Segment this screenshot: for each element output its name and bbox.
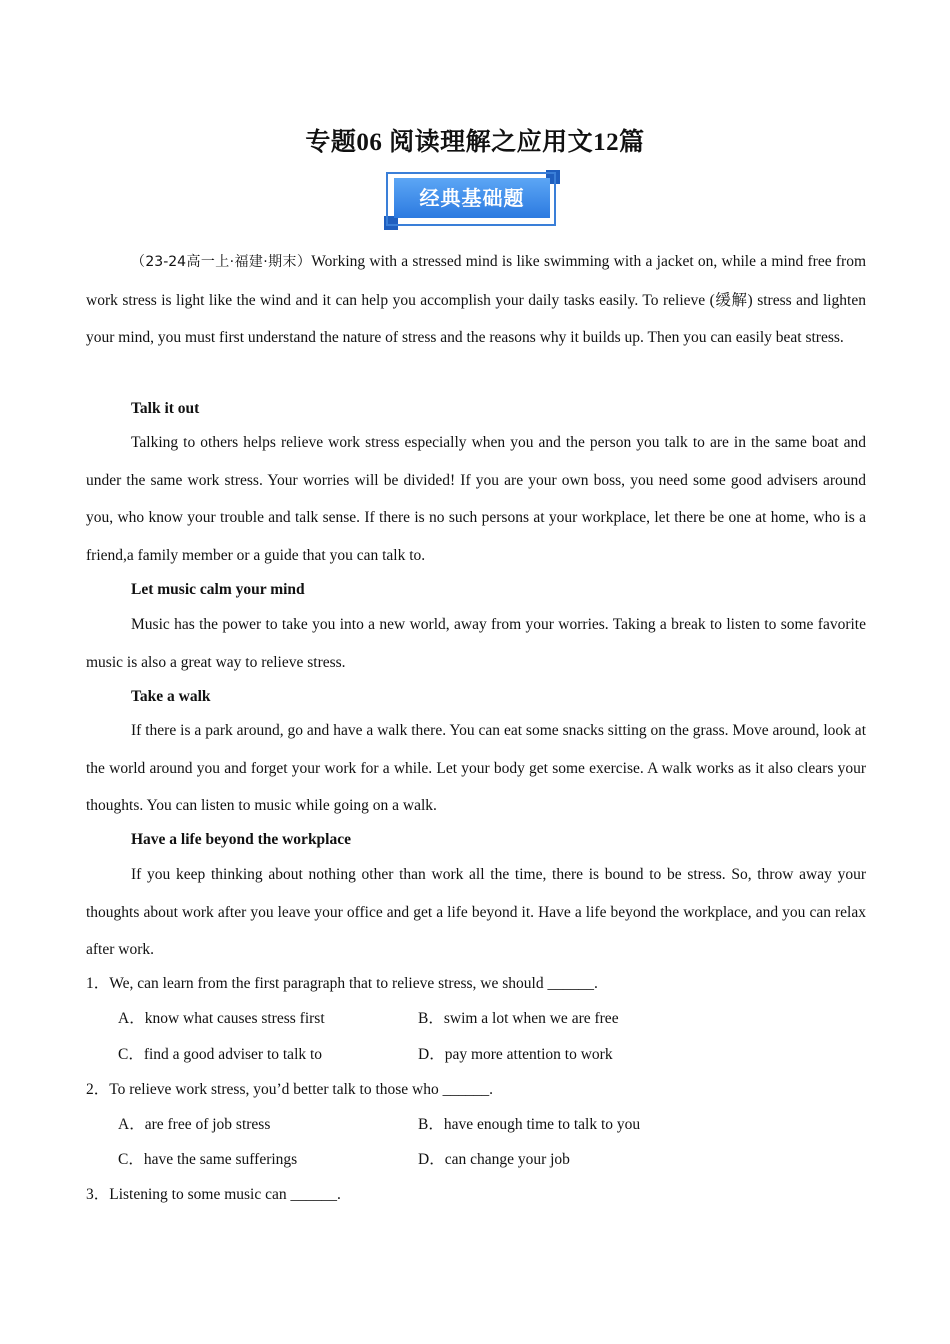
section-badge [384, 170, 560, 230]
question-source: （23-24高一上·福建·期末） [131, 254, 312, 270]
intro-paragraph [86, 243, 866, 357]
section-body: Music has the power to take you into a new world, away from your worries. Taking a break to listen to some favorite music is also a great way to relieve stress. [86, 616, 866, 671]
intro-text: Working with a stressed mind is like swimming with a jacket on, while a mind free from work stress is light like the wind and it can help you accomplish your daily tasks easily. To relieve (缓解) stress and lighten your mind, you must first understand the nature of stress and the reasons why it builds up. Then you can easily beat stress. [86, 253, 866, 346]
option-d[interactable]: D．can change your job [418, 1151, 570, 1168]
option-a[interactable]: A．are free of job stress [118, 1116, 271, 1133]
section-heading: Talk it out [131, 400, 200, 417]
section-body: Talking to others helps relieve work stress especially when you and the person you talk to are in the same boat and under the same work stress. Your worries will be divided! If you are your own boss, you need some good advisers around you, who know your trouble and talk sense. If there is no such persons at your workplace, let there be one at home, who is a friend,a family member or a guide that you can talk to. [86, 434, 866, 564]
option-d[interactable]: D．pay more attention to work [418, 1046, 613, 1063]
section-heading: Have a life beyond the workplace [131, 831, 351, 848]
question-stem: 3．Listening to some music can ______. [86, 1186, 341, 1203]
option-b[interactable]: B．have enough time to talk to you [418, 1116, 641, 1133]
section-heading: Let music calm your mind [131, 581, 305, 598]
section-body: If you keep thinking about nothing other than work all the time, there is bound to be stress. So, throw away your thoughts about work after you leave your office and get a life beyond it. Have a life beyond the workplace, and you can relax after work. [86, 866, 866, 958]
section-body: If there is a park around, go and have a walk there. You can eat some snacks sitting on the grass. Move around, look at the world around you and forget your work for a while. Let your body get some exercise. A walk works as it also clears your thoughts. You can listen to music while going on a walk. [86, 722, 866, 814]
option-b[interactable]: B．swim a lot when we are free [418, 1010, 619, 1027]
section-heading: Take a walk [131, 688, 211, 705]
question-stem: 2．To relieve work stress, you’d better talk to those who ______. [86, 1081, 494, 1098]
document-title: 专题06 阅读理解之应用文12篇 [305, 129, 645, 156]
option-c[interactable]: C．find a good adviser to talk to [118, 1046, 323, 1063]
option-a[interactable]: A．know what causes stress first [118, 1010, 325, 1027]
question-stem: 1．We, can learn from the first paragraph that to relieve stress, we should ______. [86, 975, 598, 992]
option-c[interactable]: C．have the same sufferings [118, 1151, 298, 1168]
badge-label: 经典基础题 [394, 178, 550, 218]
